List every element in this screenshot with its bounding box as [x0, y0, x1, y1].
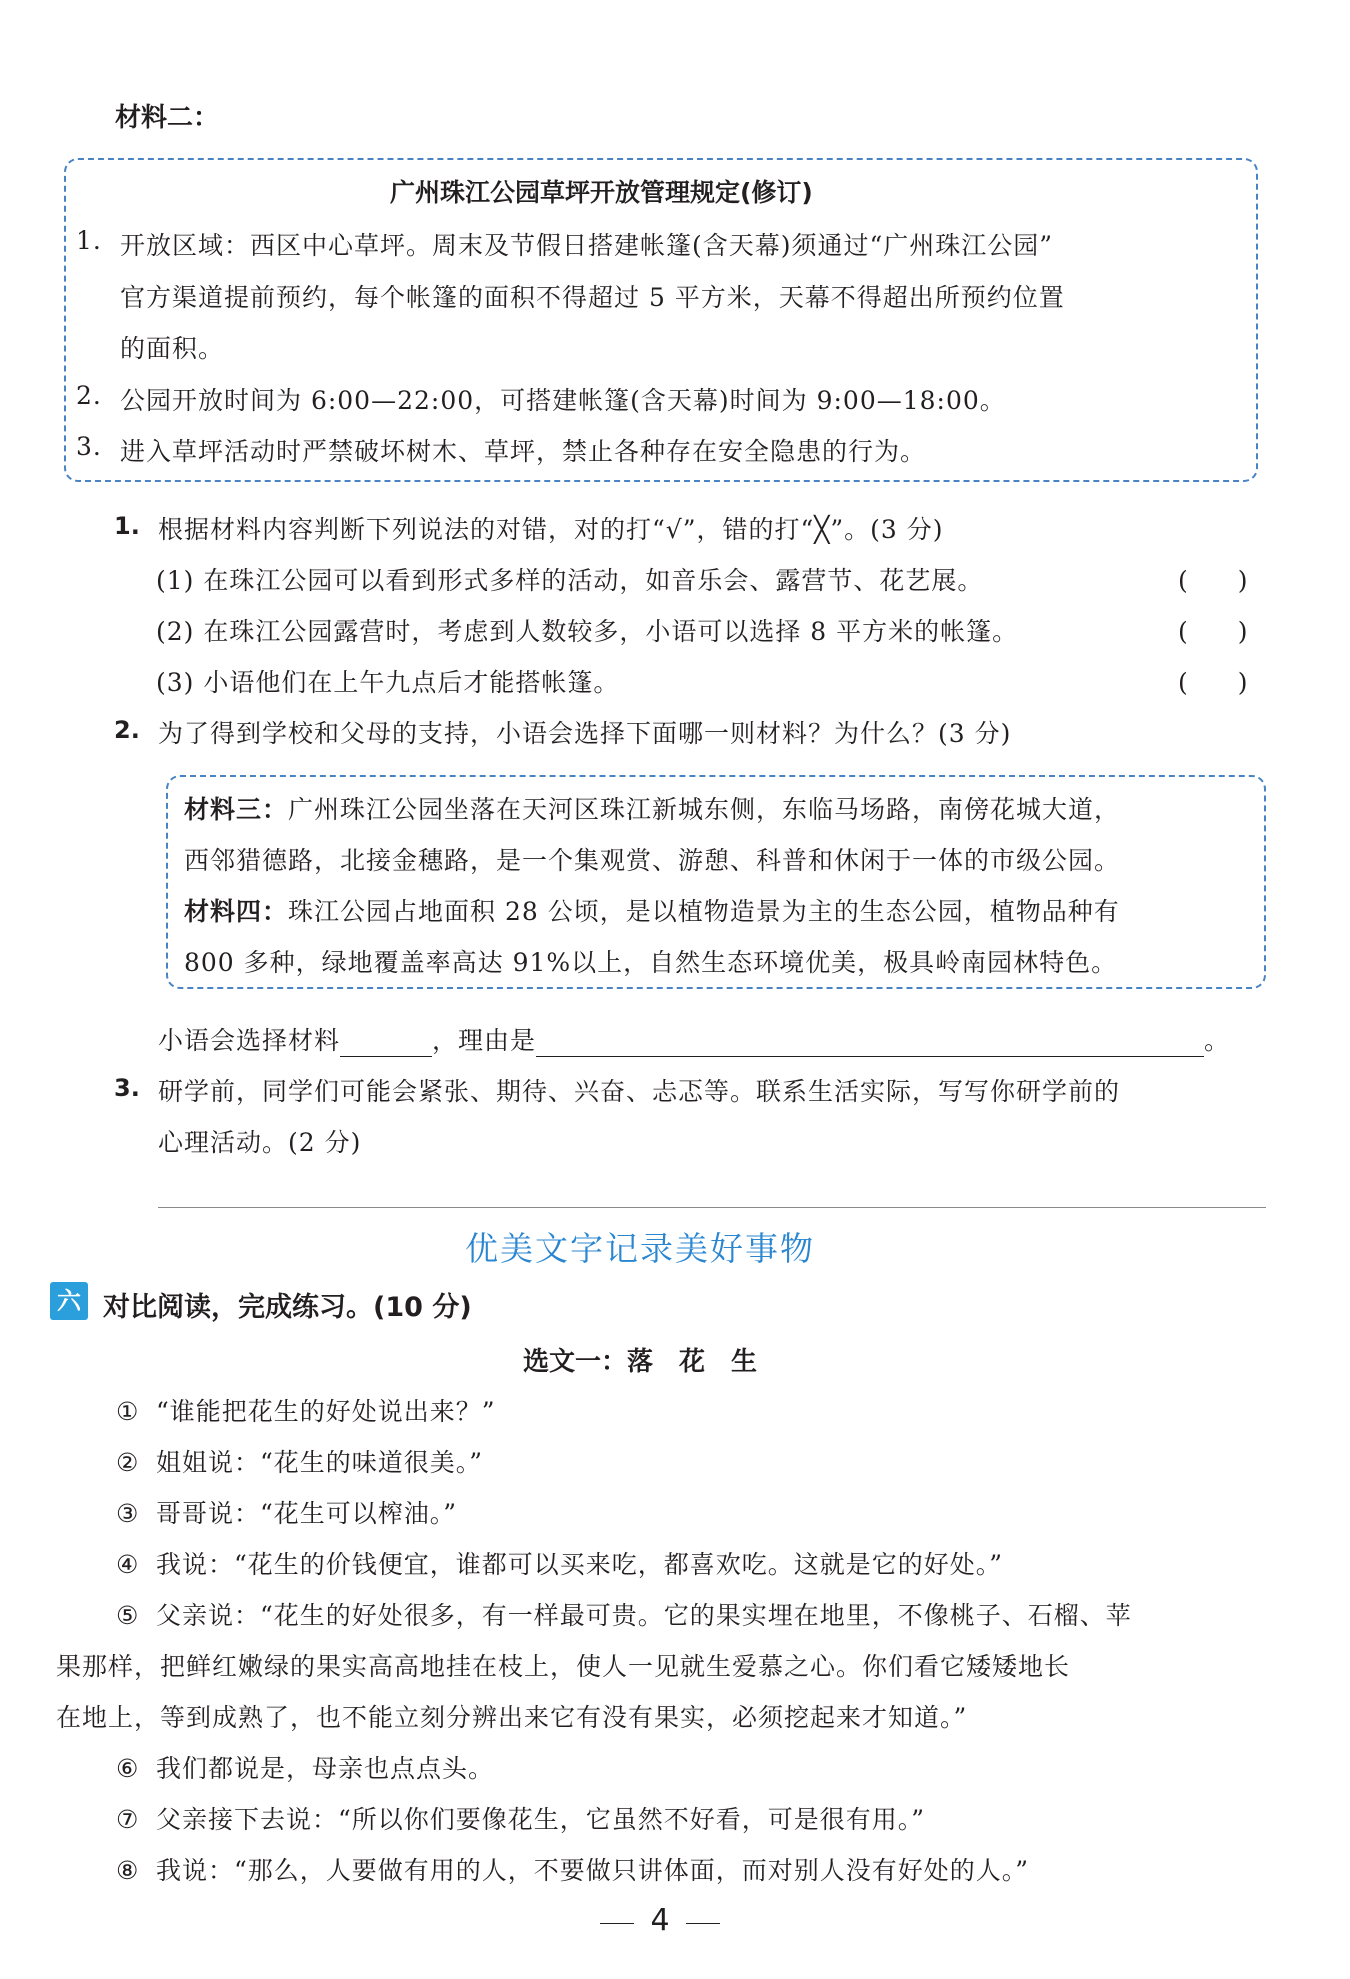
paragraph-3 [116, 1494, 457, 1530]
question-2-text: 为了得到学校和父母的支持，小语会选择下面哪一则材料？为什么？(3 分) [158, 719, 1012, 748]
paragraph-5-text-1: 父亲说：“花生的好处很多，有一样最可贵。它的果实埋在地里，不像桃子、石榴、苹 [156, 1601, 1132, 1630]
regulation-item-2-line-1: 公园开放时间为 6:00—22:00，可搭建帐篷(含天幕)时间为 9:00—18:00。 [120, 386, 1006, 415]
paragraph-7-num: ⑦ [116, 1805, 140, 1834]
material-4-text-1: 珠江公园占地面积 28 公顷，是以植物造景为主的生态公园，植物品种有 [288, 897, 1120, 926]
paragraph-7 [116, 1800, 925, 1836]
paragraph-6-num: ⑥ [116, 1754, 140, 1783]
regulation-item-1-line-1: 开放区域：西区中心草坪。周末及节假日搭建帐篷(含天幕)须通过“广州珠江公园” [120, 231, 1054, 260]
paragraph-1-text: “谁能把花生的好处说出来？” [156, 1397, 496, 1426]
regulation-item-2-num: 2. [76, 381, 102, 410]
answer-paren-2[interactable]: ( ) [1178, 617, 1248, 646]
page-number: 4 [650, 1903, 670, 1938]
passage-title: 选文一：落 花 生 [523, 1347, 758, 1377]
question-3-line-1: 研学前，同学们可能会紧张、期待、兴奋、忐忑等。联系生活实际，写写你研学前的 [158, 1077, 1121, 1106]
paragraph-2-num: ② [116, 1448, 140, 1477]
paragraph-4-text: 我说：“花生的价钱便宜，谁都可以买来吃，都喜欢吃。这就是它的好处。” [156, 1550, 1004, 1579]
answer-paren-1[interactable]: ( ) [1178, 566, 1248, 595]
regulation-item-1-line-3: 的面积。 [120, 334, 225, 363]
question-1-text: 根据材料内容判断下列说法的对错，对的打“√”，错的打“╳”。(3 分) [158, 515, 944, 544]
question-2-answer-row [158, 1021, 1230, 1057]
regulation-item-3-line-1: 进入草坪活动时严禁破坏树木、草坪，禁止各种存在安全隐患的行为。 [120, 437, 927, 466]
paragraph-4-num: ④ [116, 1550, 140, 1579]
section-title: 优美文字记录美好事物 [465, 1229, 815, 1268]
paragraph-6-text: 我们都说是，母亲也点点头。 [156, 1754, 495, 1783]
answer-prefix: 小语会选择材料 [158, 1026, 341, 1055]
paragraph-3-num: ③ [116, 1499, 140, 1528]
material-2-heading: 材料二： [115, 103, 220, 133]
question-1-number: 1. [114, 512, 140, 540]
material-choice-blank[interactable] [340, 1030, 432, 1057]
regulation-title: 广州珠江公园草坪开放管理规定(修订) [390, 178, 813, 207]
paragraph-1-num: ① [116, 1397, 140, 1426]
material-3-line-1 [184, 790, 1120, 826]
question-1-sub-3: (3) 小语他们在上午九点后才能搭帐篷。 [156, 668, 620, 697]
material-3-label: 材料三： [184, 795, 289, 824]
paragraph-4 [116, 1545, 1003, 1581]
material-4-label: 材料四： [184, 897, 289, 926]
answer-paren-3[interactable]: ( ) [1178, 668, 1248, 697]
material-4-line-2: 800 多种，绿地覆盖率高达 91%以上，自然生态环境优美，极具岭南园林特色。 [184, 948, 1118, 977]
question-2-number: 2. [114, 716, 140, 744]
paragraph-3-text: 哥哥说：“花生可以榨油。” [156, 1499, 458, 1528]
paragraph-5-line-2: 果那样，把鲜红嫩绿的果实高高地挂在枝上，使人一见就生爱慕之心。你们看它矮矮地长 [56, 1652, 1071, 1681]
question-1-sub-1: (1) 在珠江公园可以看到形式多样的活动，如音乐会、露营节、花艺展。 [156, 566, 984, 595]
regulation-item-1-num: 1. [76, 226, 102, 255]
reason-blank[interactable] [536, 1030, 1204, 1057]
paragraph-5-num: ⑤ [116, 1601, 140, 1630]
page-footer [600, 1903, 720, 1943]
paragraph-2-text: 姐姐说：“花生的味道很美。” [156, 1448, 484, 1477]
material-3-text-1: 广州珠江公园坐落在天河区珠江新城东侧，东临马场路，南傍花城大道， [288, 795, 1121, 824]
paragraph-2 [116, 1443, 483, 1479]
paragraph-6 [116, 1749, 494, 1785]
question-3-number: 3. [114, 1074, 140, 1102]
answer-mid: ，理由是 [432, 1026, 537, 1055]
paragraph-8-num: ⑧ [116, 1856, 140, 1885]
question-3-line-2: 心理活动。(2 分) [158, 1128, 362, 1157]
paragraph-8-text: 我说：“那么，人要做有用的人，不要做只讲体面，而对别人没有好处的人。” [156, 1856, 1030, 1885]
answer-end: 。 [1204, 1026, 1231, 1055]
answer-line[interactable] [158, 1207, 1266, 1208]
paragraph-7-text: 父亲接下去说：“所以你们要像花生，它虽然不好看，可是很有用。” [156, 1805, 926, 1834]
part-6-heading: 对比阅读，完成练习。(10 分) [103, 1292, 472, 1323]
paragraph-5-line-3: 在地上，等到成熟了，也不能立刻分辨出来它有没有果实，必须挖起来才知道。” [56, 1703, 968, 1732]
paragraph-1 [116, 1392, 496, 1428]
page-dash-right [686, 1923, 720, 1924]
question-1-sub-2: (2) 在珠江公园露营时，考虑到人数较多，小语可以选择 8 平方米的帐篷。 [156, 617, 1019, 646]
paragraph-8 [116, 1851, 1029, 1887]
paragraph-5 [116, 1596, 1132, 1632]
part-6-badge: 六 [50, 1282, 88, 1320]
material-4-line-1 [184, 892, 1120, 928]
material-3-line-2: 西邻猎德路，北接金穗路，是一个集观赏、游憩、科普和休闲于一体的市级公园。 [184, 846, 1121, 875]
regulation-item-3-num: 3. [76, 432, 102, 461]
page-dash-left [600, 1923, 634, 1924]
regulation-item-1-line-2: 官方渠道提前预约，每个帐篷的面积不得超过 5 平方米，天幕不得超出所预约位置 [120, 283, 1065, 312]
